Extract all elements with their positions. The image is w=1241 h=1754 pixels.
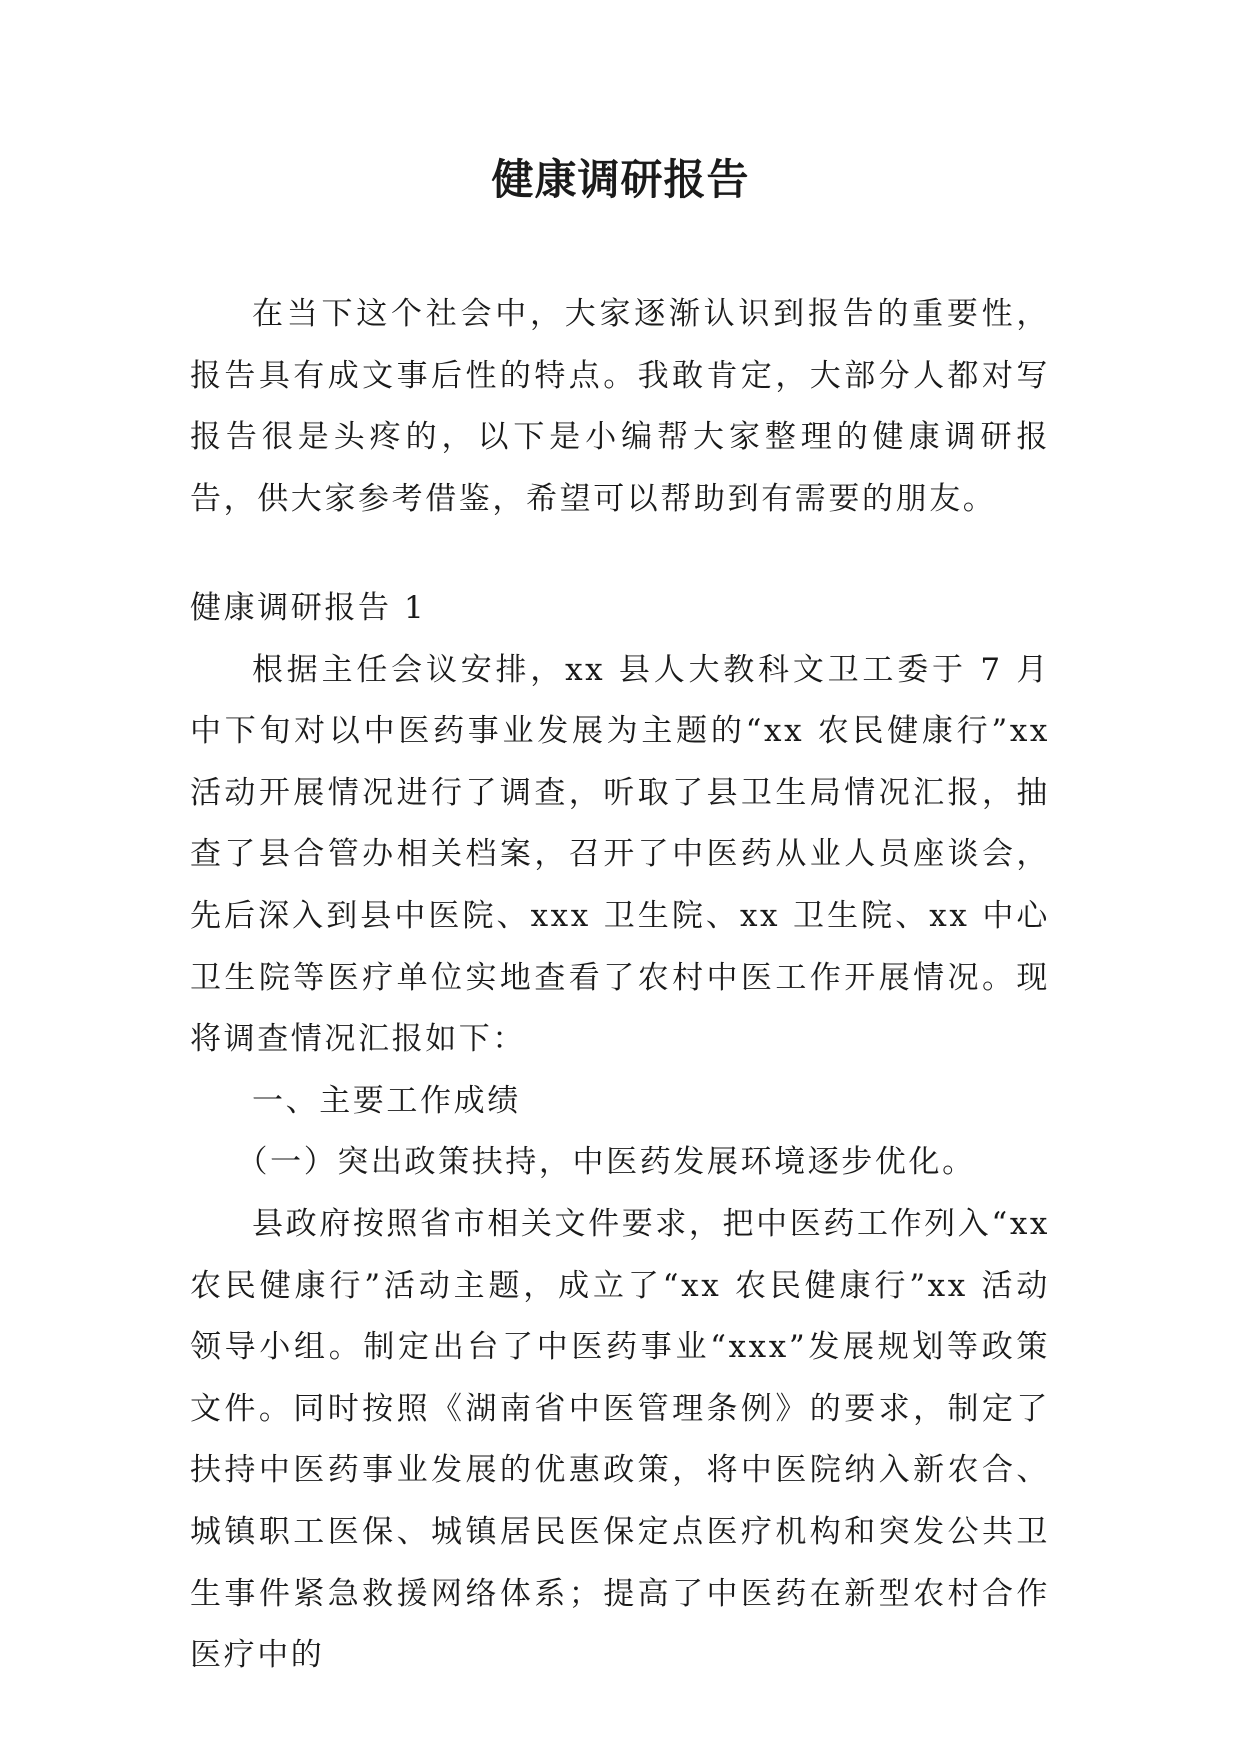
report-body — [190, 578, 1050, 1687]
heading-level-1: 一、主要工作成绩 — [252, 1082, 521, 1119]
intro-block — [190, 284, 1050, 530]
document-title: 健康调研报告 — [491, 155, 750, 204]
body-paragraph-2: 县政府按照省市相关文件要求，把中医药工作列入“xx农民健康行”活动主题，成立了“xx 农民健康行”xx 活动领导小组。制定出台了中医药事业“xxx”发展规划等政策文件。同时按照《湖南省中医管理条例》的要求，制定了扶持中医药事业发展的优惠政策，将中医院纳入新农合、城镇职工医保、城镇居民医保定点医疗机构和突发公共卫生事件紧急救援网络体系；提高了中医药在新型农村合作医疗中的 — [190, 1205, 1050, 1674]
body-paragraph-1: 根据主任会议安排，xx 县人大教科文卫工委于 7 月中下旬对以中医药事业发展为主题的“xx 农民健康行”xx 活动开展情况进行了调查，听取了县卫生局情况汇报，抽查了县合管办相关档案，召开了中医药从业人员座谈会，先后深入到县中医院、xxx 卫生院、xx 卫生院、xx 中心卫生院等医疗单位实地查看了农村中医工作开展情况。现将调查情况汇报如下： — [190, 651, 1050, 1058]
intro-paragraph: 在当下这个社会中，大家逐渐认识到报告的重要性，报告具有成文事后性的特点。我敢肯定，大部分人都对写报告很是头疼的，以下是小编帮大家整理的健康调研报告，供大家参考借鉴，希望可以帮助到有需要的朋友。 — [190, 296, 1050, 517]
section-heading: 健康调研报告 1 — [190, 590, 427, 626]
heading-level-2: （一）突出政策扶持，中医药发展环境逐步优化。 — [236, 1144, 976, 1181]
